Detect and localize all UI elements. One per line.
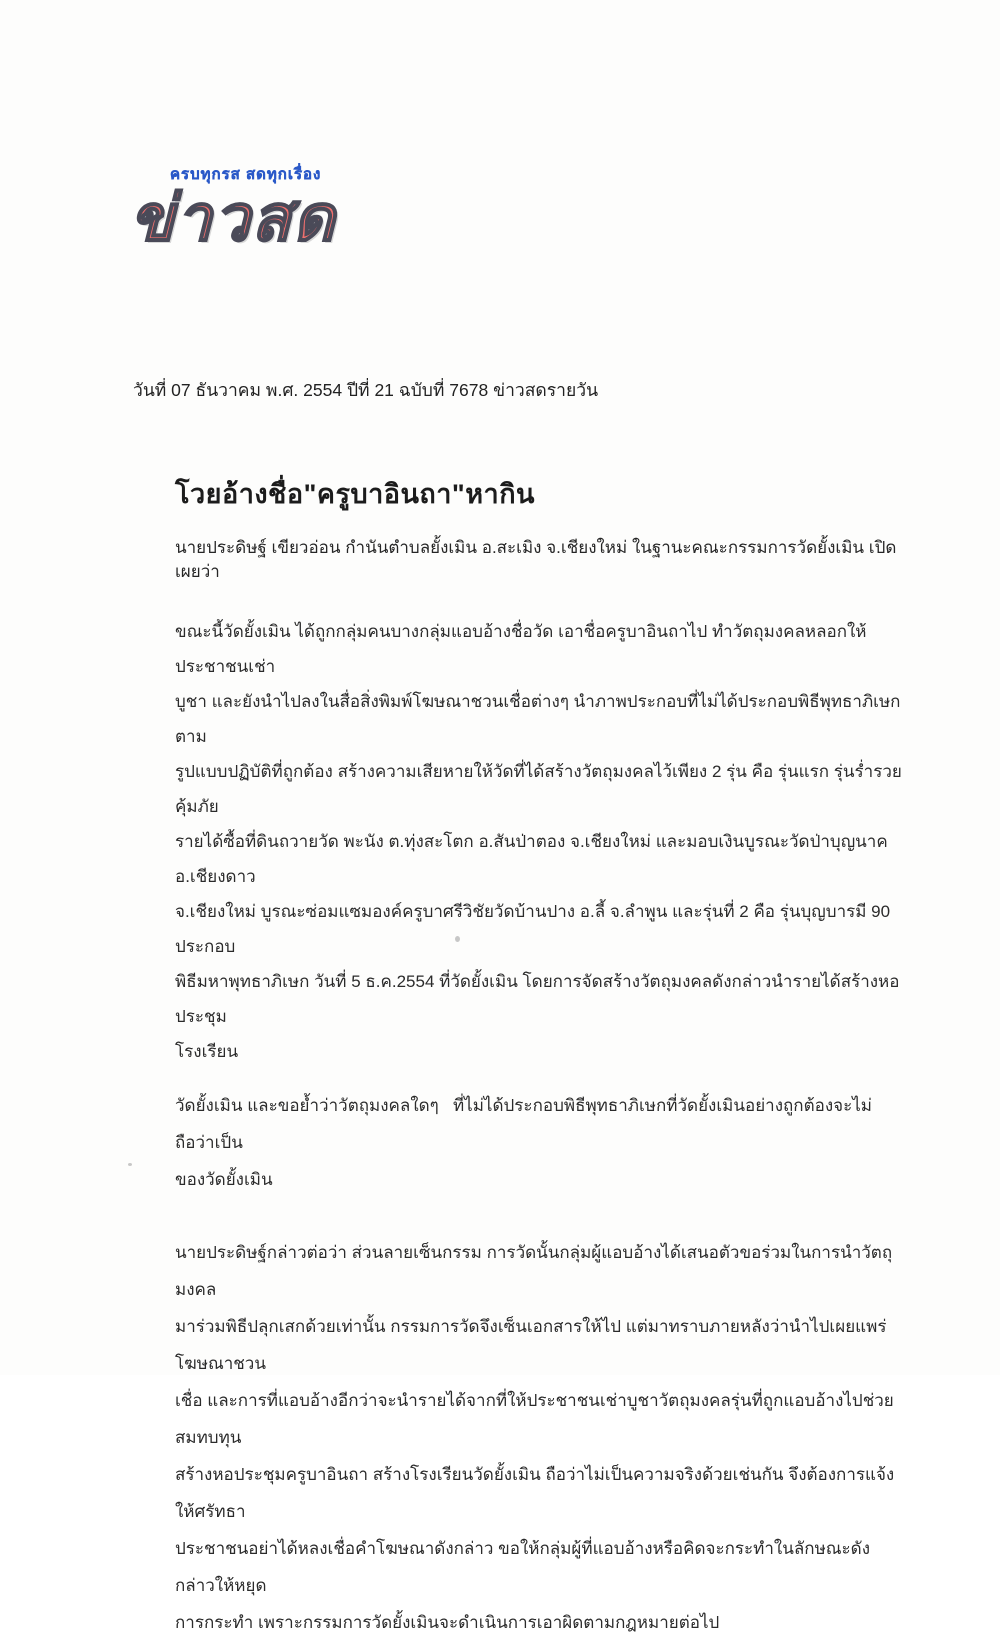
paragraph-line: นายประดิษฐ์กล่าวต่อว่า ส่วนลายเซ็นกรรม การวัดนั้นกลุ่มผู้แอบอ้างได้เสนอตัวขอร่วมในการนำวัตถุมงคล — [175, 1243, 893, 1299]
article-byline: นายประดิษฐ์ เขียวอ่อน กำนันตำบลยั้งเมิน อ.สะเมิง จ.เชียงใหม่ ในฐานะคณะกรรมการวัดยั้งเมิน เปิดเผยว่า — [175, 538, 897, 581]
scan-speck — [128, 1163, 132, 1166]
paragraph-line: มาร่วมพิธีปลุกเสกด้วยเท่านั้น กรรมการวัดจึงเซ็นเอกสารให้ไป แต่มาทราบภายหลังว่านำไปเผยแพร่โฆษณาชวน — [175, 1317, 887, 1373]
paragraph-line: ขณะนี้วัดยั้งเมิน ได้ถูกกลุ่มคนบางกลุ่มแอบอ้างชื่อวัด เอาชื่อครูบาอินถาไป ทำวัตถุมงคลหลอกให้ประชาชนเช่า — [175, 622, 867, 676]
article-headline: โวยอ้างชื่อ"ครูบาอินถา"หากิน — [175, 479, 535, 509]
paragraph-line: พิธีมหาพุทธาภิเษก วันที่ 5 ธ.ค.2554 ที่วัดยั้งเมิน โดยการจัดสร้างวัตถุมงคลดังกล่าวนำรายได้สร้างหอประชุม — [175, 972, 900, 1026]
logo-wordmark: ข่าวสด — [130, 182, 337, 254]
logo-tagline: ครบทุกรส สดทุกเรื่อง — [170, 166, 322, 183]
paragraph-3 — [175, 1234, 905, 1641]
paragraph-line: สร้างหอประชุมครูบาอินถา สร้างโรงเรียนวัดยั้งเมิน ถือว่าไม่เป็นความจริงด้วยเช่นกัน จึงต้องการแจ้งให้ศรัทธา — [175, 1465, 895, 1521]
paragraph-line: ประชาชนอย่าได้หลงเชื่อคำโฆษณาดังกล่าว ขอให้กลุ่มผู้ที่แอบอ้างหรือคิดจะกระทำในลักษณะดังกล่าวให้หยุด — [175, 1539, 871, 1595]
issue-dateline: วันที่ 07 ธันวาคม พ.ศ. 2554 ปีที่ 21 ฉบับที่ 7678 ข่าวสดรายวัน — [133, 380, 599, 400]
paragraph-line: จ.เชียงใหม่ บูรณะซ่อมแซมองค์ครูบาศรีวิชัยวัดบ้านปาง อ.ลี้ จ.ลำพูน และรุ่นที่ 2 คือ รุ่นบุญบารมี 90 ประกอบ — [175, 902, 895, 956]
article-body — [175, 478, 905, 1641]
paragraph-line: บูชา และยังนำไปลงในสื่อสิ่งพิมพ์โฆษณาชวนเชื่อต่างๆ นำภาพประกอบที่ไม่ได้ประกอบพิธีพุทธาภิเษกตาม — [175, 692, 901, 746]
paragraph-line: โรงเรียน — [175, 1042, 239, 1061]
paragraph-1 — [175, 614, 905, 1069]
paragraph-line: การกระทำ เพราะกรรมการวัดยั้งเมินจะดำเนินการเอาผิดตามกฎหมายต่อไป — [175, 1613, 720, 1632]
scan-speck — [455, 936, 460, 942]
paragraph-line: เชื่อ และการที่แอบอ้างอีกว่าจะนำรายได้จากที่ให้ประชาชนเช่าบูชาวัตถุมงคลรุ่นที่ถูกแอบอ้างไปช่วยสมทบทุน — [175, 1391, 894, 1447]
paragraph-2 — [175, 1087, 905, 1198]
paragraph-line: ของวัดยั้งเมิน — [175, 1170, 273, 1189]
paragraph-line: วัดยั้งเมิน และขอย้ำว่าวัตถุมงคลใดๆ ที่ไม่ได้ประกอบพิธีพุทธาภิเษกที่วัดยั้งเมินอย่างถูกต้องจะไม่ถือว่าเป็น — [175, 1096, 872, 1152]
paragraph-line: รายได้ซื้อที่ดินถวายวัด พะนัง ต.ทุ่งสะโตก อ.สันป่าตอง จ.เชียงใหม่ และมอบเงินบูรณะวัดป่าบุญนาค อ.เชียงดาว — [175, 832, 893, 886]
paragraph-line: รูปแบบปฏิบัติที่ถูกต้อง สร้างความเสียหายให้วัดที่ได้สร้างวัตถุมงคลไว้เพียง 2 รุ่น คือ รุ่นแรก รุ่นร่ำรวยคุ้มภัย — [175, 762, 902, 816]
khaosod-masthead-logo — [130, 162, 390, 254]
